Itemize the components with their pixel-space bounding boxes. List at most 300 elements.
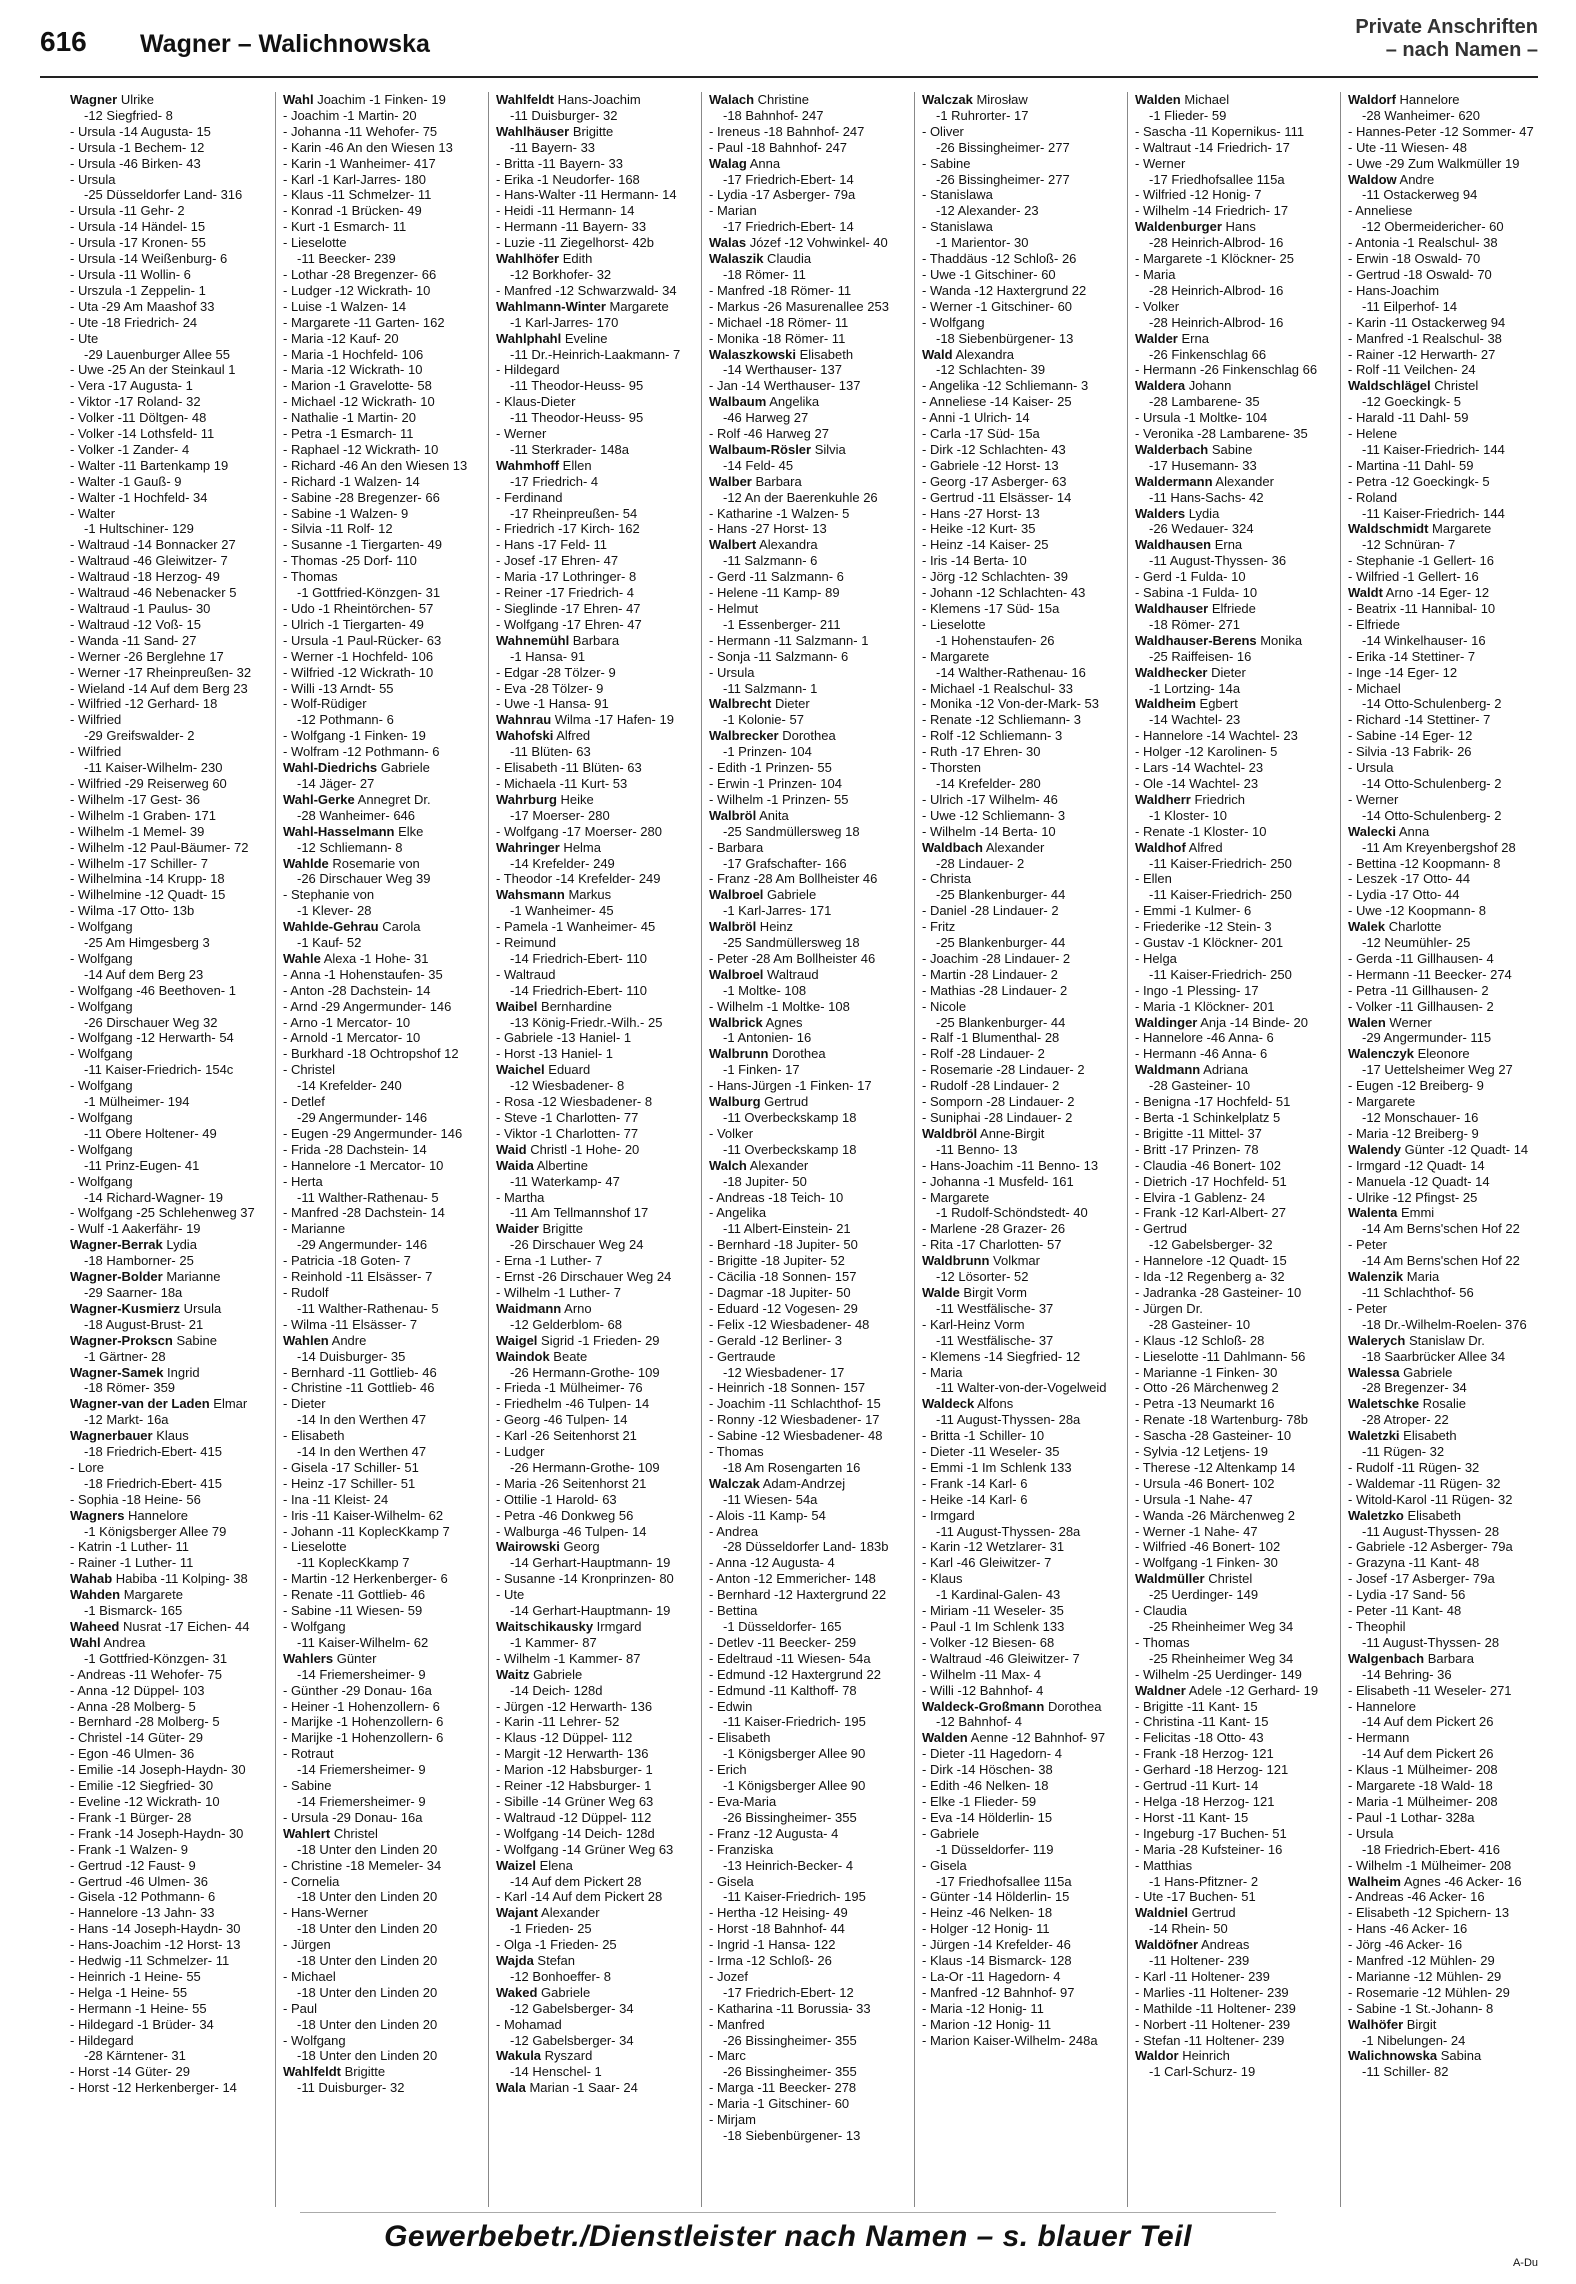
list-item: Wahden Margarete xyxy=(70,1587,183,1603)
list-item: - Klaus xyxy=(922,1571,963,1587)
list-item: -26 Bissingheimer- 277 xyxy=(936,139,1070,155)
list-item: - Holger -12 Honig- 11 xyxy=(922,1921,1050,1937)
list-item: - Grazyna -11 Kant- 48 xyxy=(1348,1555,1480,1571)
list-item: - Wolfgang -17 Ehren- 47 xyxy=(496,616,642,632)
list-item: -28 Lindauer- 2 xyxy=(936,855,1025,871)
list-item: - Horst -11 Kant- 15 xyxy=(1135,1809,1249,1825)
list-item: - Wolfgang xyxy=(922,314,985,330)
list-item: -18 Bahnhof- 247 xyxy=(723,107,824,123)
list-item: - Witold-Karol -11 Rügen- 32 xyxy=(1348,1491,1513,1507)
list-item: - Wilhelm -17 Schiller- 7 xyxy=(70,855,208,871)
list-item: - Lieselotte xyxy=(283,1539,347,1555)
list-item: Wahlen Andre xyxy=(283,1332,367,1348)
list-item: - Wilhelm -1 Memel- 39 xyxy=(70,823,205,839)
list-item: - Maria xyxy=(922,1364,963,1380)
list-item: - Wanda -11 Sand- 27 xyxy=(70,632,197,648)
list-item: - Leszek -17 Otto- 44 xyxy=(1348,871,1471,887)
list-item: Wagner-Prokscn Sabine xyxy=(70,1332,217,1348)
list-item: - Ernst -26 Dirschauer Weg 24 xyxy=(496,1269,672,1285)
list-item: -12 Wiesbadener- 8 xyxy=(510,1078,625,1094)
list-item: Wala Marian -1 Saar- 24 xyxy=(496,2080,638,2096)
list-item: - Ireneus -18 Bahnhof- 247 xyxy=(709,123,865,139)
list-item: - Heike -12 Kurt- 35 xyxy=(922,521,1036,537)
list-item: - Uwe -1 Gitschiner- 60 xyxy=(922,266,1056,282)
list-item: Wahnemühl Barbara xyxy=(496,632,620,648)
list-item: - Wilhelm -17 Gest- 36 xyxy=(70,791,201,807)
list-item: - Reiner -12 Habsburger- 1 xyxy=(496,1778,652,1794)
list-item: - Ursula -14 Händel- 15 xyxy=(70,219,206,235)
list-item: - Manfred xyxy=(709,2016,765,2032)
list-item: - Ursula -46 Birken- 43 xyxy=(70,155,201,171)
list-item: - Brigitte -11 Kant- 15 xyxy=(1135,1698,1258,1714)
list-item: -28 Wanheimer- 646 xyxy=(297,807,416,823)
list-item: - Christine -18 Memeler- 34 xyxy=(283,1857,442,1873)
directory-column-5 xyxy=(922,92,1120,2207)
list-item: -14 Wachtel- 23 xyxy=(1149,712,1241,728)
list-item: - Silvia -13 Fabrik- 26 xyxy=(1348,744,1472,760)
list-item: - Edith -46 Nelken- 18 xyxy=(922,1778,1049,1794)
list-item: - Emmi -1 Kulmer- 6 xyxy=(1135,903,1252,919)
list-item: - Dagmar -18 Jupiter- 50 xyxy=(709,1284,851,1300)
list-item: Wairowski Georg xyxy=(496,1539,600,1555)
list-item: - Inge -14 Eger- 12 xyxy=(1348,664,1458,680)
list-item: -11 Schiller- 82 xyxy=(1362,2064,1449,2080)
list-item: - Dirk -14 Höschen- 38 xyxy=(922,1762,1053,1778)
list-item: Walbroel Waltraud xyxy=(709,966,819,982)
list-item: -18 Unter den Linden 20 xyxy=(297,1841,438,1857)
list-item: - Gerhard -18 Herzog- 121 xyxy=(1135,1762,1289,1778)
list-item: - Mathias -28 Lindauer- 2 xyxy=(922,982,1068,998)
list-item: -26 Hermann-Grothe- 109 xyxy=(510,1364,660,1380)
list-item: - Helene xyxy=(1348,426,1398,442)
list-item: Waldbröl Anne-Birgit xyxy=(922,1125,1045,1141)
list-item: - Stanislawa xyxy=(922,219,993,235)
directory-column-7 xyxy=(1348,92,1540,2207)
list-item: - Hermann -26 Finkenschlag 66 xyxy=(1135,362,1318,378)
list-item: -1 Klever- 28 xyxy=(297,903,372,919)
list-item: - Emilie -12 Siegfried- 30 xyxy=(70,1778,214,1794)
list-item: - Johanna -1 Musfeld- 161 xyxy=(922,1173,1074,1189)
directory-column-3 xyxy=(496,92,694,2207)
list-item: - Helga -1 Heine- 55 xyxy=(70,1984,188,2000)
list-item: - Petra -13 Neumarkt 16 xyxy=(1135,1396,1275,1412)
list-item: - Waltraud -46 Gleiwitzer- 7 xyxy=(70,553,228,569)
list-item: - Manfred -28 Dachstein- 14 xyxy=(283,1205,445,1221)
list-item: - Renate -11 Gottlieb- 46 xyxy=(283,1587,426,1603)
list-item: - Wilfried -1 Gellert- 16 xyxy=(1348,569,1479,585)
list-item: - Waltraud -18 Herzog- 49 xyxy=(70,569,220,585)
list-item: Wahlfeldt Hans-Joachim xyxy=(496,92,641,107)
list-item: - Maria -12 Wickrath- 10 xyxy=(283,362,423,378)
list-item: - Anton -28 Dachstein- 14 xyxy=(283,982,431,998)
list-item: - Wolfgang -17 Moerser- 280 xyxy=(496,823,662,839)
list-item: - Kurt -1 Esmarch- 11 xyxy=(283,219,407,235)
list-item: - Ursula -1 Nahe- 47 xyxy=(1135,1491,1253,1507)
list-item: - Volker -1 Zander- 4 xyxy=(70,441,190,457)
list-item: - Ursula -29 Donau- 16a xyxy=(283,1809,423,1825)
list-item: - Detlev -11 Beecker- 259 xyxy=(709,1634,857,1650)
list-item: -14 Am Berns'schen Hof 22 xyxy=(1362,1253,1520,1269)
list-item: - Wolf-Rüdiger xyxy=(283,696,367,712)
list-item: Wajda Stefan xyxy=(496,1953,576,1969)
list-item: Walbert Alexandra xyxy=(709,537,818,553)
list-item: - Anneliese xyxy=(1348,203,1413,219)
list-item: - Frank -14 Karl- 6 xyxy=(922,1475,1028,1491)
list-item: - Wolfgang -12 Herwarth- 54 xyxy=(70,1030,234,1046)
list-item: -11 Westfälische- 37 xyxy=(936,1300,1054,1316)
list-item: - Frank -14 Joseph-Haydn- 30 xyxy=(70,1825,244,1841)
list-item: - Renate -12 Schliemann- 3 xyxy=(922,712,1081,728)
list-item: - Arnd -29 Angermunder- 146 xyxy=(283,998,452,1014)
list-item: - Wilfried -29 Reiserweg 60 xyxy=(70,775,227,791)
list-item: - Uwe -1 Hansa- 91 xyxy=(496,696,609,712)
list-item: - Erwin -1 Prinzen- 104 xyxy=(709,775,842,791)
list-item: -14 Krefelder- 280 xyxy=(936,775,1041,791)
list-item: - Emilie -14 Joseph-Haydn- 30 xyxy=(70,1762,246,1778)
list-item: - Gertraude xyxy=(709,1348,776,1364)
list-item: - Klaus-Dieter xyxy=(496,394,576,410)
list-item: - Gertrud xyxy=(1135,1221,1188,1237)
list-item: -12 Pothmann- 6 xyxy=(297,712,394,728)
section-label-line2: – nach Namen – xyxy=(1385,39,1538,61)
list-item: -11 Walther-Rathenau- 5 xyxy=(297,1189,439,1205)
list-item: - Wilma -17 Otto- 13b xyxy=(70,903,195,919)
list-item: Waider Brigitte xyxy=(496,1221,583,1237)
list-item: -18 Friedrich-Ebert- 416 xyxy=(1362,1841,1500,1857)
list-item: - Elvira -1 Gablenz- 24 xyxy=(1135,1189,1266,1205)
list-item: - Jörg -12 Schlachten- 39 xyxy=(922,569,1068,585)
list-item: -14 Behring- 36 xyxy=(1362,1666,1452,1682)
list-item: Walichnowska Sabina xyxy=(1348,2048,1482,2064)
list-item: - Klaus -11 Schmelzer- 11 xyxy=(283,187,432,203)
list-item: - Volker -11 Gillhausen- 2 xyxy=(1348,998,1494,1014)
list-item: - Karl -14 Auf dem Pickert 28 xyxy=(496,1889,663,1905)
list-item: -17 Friedrich- 4 xyxy=(510,473,599,489)
list-item: - Olga -1 Frieden- 25 xyxy=(496,1937,617,1953)
list-item: - Maria -26 Seitenhorst 21 xyxy=(496,1475,647,1491)
list-item: - Stefan -11 Holtener- 239 xyxy=(1135,2032,1285,2048)
list-item: - Bernhard -28 Molberg- 5 xyxy=(70,1714,220,1730)
list-item: - Franz -12 Augusta- 4 xyxy=(709,1825,839,1841)
list-item: - Hannelore -13 Jahn- 33 xyxy=(70,1905,215,1921)
list-item: - Manfred -12 Schwarzwald- 34 xyxy=(496,282,677,298)
directory-listing xyxy=(70,92,1540,2207)
list-item: Wahnrau Wilma -17 Hafen- 19 xyxy=(496,712,674,728)
list-item: - Thaddäus -12 Schloß- 26 xyxy=(922,251,1077,267)
list-item: -18 Unter den Linden 20 xyxy=(297,1921,438,1937)
list-item: - Elisabeth -11 Blüten- 63 xyxy=(496,760,642,776)
list-item: - Wulf -1 Aakerfähr- 19 xyxy=(70,1221,201,1237)
list-item: - Wolfgang xyxy=(70,950,133,966)
list-item: -18 Jupiter- 50 xyxy=(723,1173,807,1189)
list-item: - Ursula xyxy=(1348,1825,1394,1841)
list-item: - Arnold -1 Mercator- 10 xyxy=(283,1030,421,1046)
list-item: - Mathilde -11 Holtener- 239 xyxy=(1135,2000,1296,2016)
list-item: - Rita -17 Charlotten- 57 xyxy=(922,1237,1062,1253)
list-item: - Wieland -14 Auf dem Berg 23 xyxy=(70,680,248,696)
list-item: - Ida -12 Regenberg a- 32 xyxy=(1135,1269,1285,1285)
list-item: -18 August-Brust- 21 xyxy=(84,1316,204,1332)
list-item: -12 Schliemann- 8 xyxy=(297,839,403,855)
list-item: -1 Hansa- 91 xyxy=(510,648,586,664)
list-item: - Marianne xyxy=(283,1221,346,1237)
list-item: - Karin -12 Wetzlarer- 31 xyxy=(922,1539,1065,1555)
list-item: -1 Marientor- 30 xyxy=(936,235,1029,251)
list-item: - Susanne -14 Kronprinzen- 80 xyxy=(496,1571,674,1587)
list-item: - Peter xyxy=(1348,1237,1388,1253)
list-item: - Anna -1 Hohenstaufen- 35 xyxy=(283,966,443,982)
list-item: - Patricia -18 Goten- 7 xyxy=(283,1253,411,1269)
list-item: -11 Hans-Sachs- 42 xyxy=(1149,489,1264,505)
list-item: - Katharine -1 Walzen- 5 xyxy=(709,505,850,521)
list-item: Walaszkowski Elisabeth xyxy=(709,346,854,362)
list-item: - Waltraud -46 Nebenacker 5 xyxy=(70,585,237,601)
list-item: -14 Auf dem Pickert 26 xyxy=(1362,1746,1494,1762)
list-item: - Ursula -1 Paul-Rücker- 63 xyxy=(283,632,442,648)
list-item: - Edmund -12 Haxtergrund 22 xyxy=(709,1666,881,1682)
list-item: -1 Wanheimer- 45 xyxy=(510,903,614,919)
list-item: - Gabriele xyxy=(922,1825,980,1841)
list-item: - Ursula -11 Gehr- 2 xyxy=(70,203,185,219)
list-item: - Erika -14 Stettiner- 7 xyxy=(1348,648,1476,664)
list-item: - Wilhelm -12 Paul-Bäumer- 72 xyxy=(70,839,249,855)
list-item: - Andrea xyxy=(709,1523,759,1539)
list-item: Waldor Heinrich xyxy=(1135,2048,1230,2064)
list-item: Wagner-van der Laden Elmar xyxy=(70,1396,248,1412)
list-item: Waldöfner Andreas xyxy=(1135,1937,1250,1953)
list-item: - Gustav -1 Klöckner- 201 xyxy=(1135,935,1284,951)
list-item: - Luzie -11 Ziegelhorst- 42b xyxy=(496,235,655,251)
list-item: Wald Alexandra xyxy=(922,346,1015,362)
list-item: - Wilhelm -1 Moltke- 108 xyxy=(709,998,850,1014)
list-item: - Wilfried -12 Gerhard- 18 xyxy=(70,696,218,712)
list-item: Walber Barbara xyxy=(709,473,802,489)
list-item: - Edeltraud -11 Wiesen- 54a xyxy=(709,1650,871,1666)
list-item: Waldmann Adriana xyxy=(1135,1062,1248,1078)
list-item: Walbaum-Rösler Silvia xyxy=(709,441,846,457)
list-item: -11 Am Kreyenbergshof 28 xyxy=(1362,839,1516,855)
list-item: -11 Obere Holtener- 49 xyxy=(84,1125,217,1141)
list-item: -25 Sandmüllersweg 18 xyxy=(723,935,860,951)
list-item: - Norbert -11 Holtener- 239 xyxy=(1135,2016,1291,2032)
list-item: - Günter -14 Hölderlin- 15 xyxy=(922,1889,1070,1905)
list-item: - Roland xyxy=(1348,489,1398,505)
list-item: - Somporn -28 Lindauer- 2 xyxy=(922,1094,1075,1110)
list-item: - Marc xyxy=(709,2048,746,2064)
list-item: - Wolfgang -1 Finken- 19 xyxy=(283,728,426,744)
list-item: - Therese -12 Altenkamp 14 xyxy=(1135,1459,1296,1475)
list-item: -28 Lambarene- 35 xyxy=(1149,394,1260,410)
list-item: -11 Am Tellmannshof 17 xyxy=(510,1205,649,1221)
list-item: - Lieselotte xyxy=(922,616,986,632)
list-item: - Detlef xyxy=(283,1094,325,1110)
list-item: - Elke -1 Flieder- 59 xyxy=(922,1793,1037,1809)
list-item: - Oliver xyxy=(922,123,964,139)
list-item: - Willi -12 Bahnhof- 4 xyxy=(922,1682,1044,1698)
list-item: Waletzko Elisabeth xyxy=(1348,1507,1461,1523)
list-item: - Ute -18 Friedrich- 24 xyxy=(70,314,198,330)
list-item: -14 Auf dem Pickert 28 xyxy=(510,1873,642,1889)
list-item: - Britta -11 Bayern- 33 xyxy=(496,155,623,171)
list-item: - Hans -46 Acker- 16 xyxy=(1348,1921,1468,1937)
list-item: -46 Harweg 27 xyxy=(723,410,809,426)
list-item: - Holger -12 Karolinen- 5 xyxy=(1135,744,1278,760)
list-item: - Elisabeth -11 Weseler- 271 xyxy=(1348,1682,1512,1698)
list-item: - Miriam -11 Weseler- 35 xyxy=(922,1603,1064,1619)
list-item: - Waldemar -11 Rügen- 32 xyxy=(1348,1475,1501,1491)
list-item: - Dieter -11 Weseler- 35 xyxy=(922,1444,1060,1460)
list-item: -18 Saarbrücker Allee 34 xyxy=(1362,1348,1506,1364)
list-item: - Ulrich -1 Tiergarten- 49 xyxy=(283,616,424,632)
list-item: - Hannelore xyxy=(1348,1698,1416,1714)
list-item: -26 Dirschauer Weg 32 xyxy=(84,1014,218,1030)
list-item: - Susanne -1 Tiergarten- 49 xyxy=(283,537,442,553)
column-divider xyxy=(275,92,276,2207)
list-item: - Werner -1 Hochfeld- 106 xyxy=(283,648,434,664)
list-item: - Ole -14 Wachtel- 23 xyxy=(1135,775,1259,791)
list-item: - Gertrud -11 Elsässer- 14 xyxy=(922,489,1072,505)
list-item: - Hermann -1 Heine- 55 xyxy=(70,2000,207,2016)
list-item: - Reimund xyxy=(496,935,556,951)
list-item: - Wilhelm -25 Uerdinger- 149 xyxy=(1135,1666,1302,1682)
list-item: - Viktor -1 Charlotten- 77 xyxy=(496,1125,639,1141)
list-item: -14 Duisburger- 35 xyxy=(297,1348,406,1364)
list-item: -11 Prinz-Eugen- 41 xyxy=(84,1157,200,1173)
list-item: - Maria -17 Lothringer- 8 xyxy=(496,569,637,585)
list-item: Waheed Nusrat -17 Eichen- 44 xyxy=(70,1619,250,1634)
list-item: - Anna -12 Düppel- 103 xyxy=(70,1682,205,1698)
list-item: - Johann -11 KoplecKkamp 7 xyxy=(283,1523,450,1539)
list-item: - Otto -26 Märchenweg 2 xyxy=(1135,1380,1279,1396)
list-item: - Hans -14 Joseph-Haydn- 30 xyxy=(70,1921,241,1937)
list-item: - Gertrud -12 Faust- 9 xyxy=(70,1857,196,1873)
list-item: - Antonia -1 Realschul- 38 xyxy=(1348,235,1498,251)
list-item: Waldhauser Elfriede xyxy=(1135,601,1256,616)
list-item: - Horst -18 Bahnhof- 44 xyxy=(709,1921,845,1937)
list-item: - Helmut xyxy=(709,601,759,616)
list-item: -17 Grafschafter- 166 xyxy=(723,855,847,871)
list-item: Waldhausen Erna xyxy=(1135,537,1243,553)
list-item: - Cäcilia -18 Sonnen- 157 xyxy=(709,1269,857,1285)
list-item: -28 Heinrich-Albrod- 16 xyxy=(1149,235,1284,251)
footer-rule xyxy=(300,2212,1276,2213)
list-item: - Konrad -1 Brücken- 49 xyxy=(283,203,422,219)
list-item: - Ute -11 Wiesen- 48 xyxy=(1348,139,1467,155)
list-item: - Urszula -1 Zeppelin- 1 xyxy=(70,282,206,298)
list-item: Wahlde-Gehrau Carola xyxy=(283,919,421,935)
list-item: - Anneliese -14 Kaiser- 25 xyxy=(922,394,1072,410)
list-item: -12 Alexander- 23 xyxy=(936,203,1039,219)
list-item: - Margarete -1 Klöckner- 25 xyxy=(1135,251,1294,267)
list-item: - Harald -11 Dahl- 59 xyxy=(1348,410,1469,426)
list-item: - Sabine xyxy=(922,155,971,171)
list-item: - Gerd -11 Salzmann- 6 xyxy=(709,569,844,585)
list-item: -12 Wiesbadener- 17 xyxy=(723,1364,845,1380)
list-item: -11 Blüten- 63 xyxy=(510,744,591,760)
list-item: -25 Blankenburger- 44 xyxy=(936,935,1066,951)
footer-note: Gewerbebetr./Dienstleister nach Namen – s. blauer Teil xyxy=(384,2220,1192,2253)
list-item: -12 Goeckingk- 5 xyxy=(1362,394,1461,410)
list-item: -25 Uerdinger- 149 xyxy=(1149,1587,1259,1603)
list-item: - Hans -17 Feld- 11 xyxy=(496,537,608,553)
list-item: - Hermann xyxy=(1348,1730,1410,1746)
list-item: - Werner xyxy=(496,426,547,442)
list-item: - Jürgen xyxy=(283,1937,331,1953)
list-item: -11 Albert-Einstein- 21 xyxy=(723,1221,851,1237)
list-item: -13 König-Friedr.-Wilh.- 25 xyxy=(510,1014,663,1030)
list-item: - Margit -12 Herwarth- 136 xyxy=(496,1746,649,1762)
list-item: -25 Rheinheimer Weg 34 xyxy=(1149,1650,1294,1666)
list-item: - Thomas xyxy=(1135,1634,1190,1650)
list-item: Wagner-Bolder Marianne xyxy=(70,1269,221,1285)
list-item: - Bernhard -11 Gottlieb- 46 xyxy=(283,1364,437,1380)
list-item: - Wolfgang xyxy=(283,2032,346,2048)
list-item: Walheim Agnes -46 Acker- 16 xyxy=(1348,1873,1522,1889)
list-item: -12 Monschauer- 16 xyxy=(1362,1110,1479,1125)
list-item: Waida Albertine xyxy=(496,1157,589,1173)
list-item: - Wilhelm -1 Graben- 171 xyxy=(70,807,216,823)
list-item: Walder Erna xyxy=(1135,330,1209,346)
list-item: - Karin -46 An den Wiesen 13 xyxy=(283,139,453,155)
list-item: - Petra -46 Donkweg 56 xyxy=(496,1507,634,1523)
list-item: - Reinhold -11 Elsässer- 7 xyxy=(283,1269,433,1285)
list-item: Waletzki Elisabeth xyxy=(1348,1428,1457,1444)
list-item: - Volker xyxy=(1135,298,1180,314)
list-item: -14 Krefelder- 240 xyxy=(297,1078,402,1094)
list-item: - Ursula -1 Moltke- 104 xyxy=(1135,410,1268,426)
list-item: Walerych Stanislaw Dr. xyxy=(1348,1332,1485,1348)
list-item: Walden Aenne -12 Bahnhof- 97 xyxy=(922,1730,1106,1746)
list-item: Walbröl Anita xyxy=(709,807,789,823)
list-item: -26 Hermann-Grothe- 109 xyxy=(510,1459,660,1475)
list-item: -1 Düsseldorfer- 119 xyxy=(936,1841,1054,1857)
list-item: - Ottilie -1 Harold- 63 xyxy=(496,1491,617,1507)
list-item: -17 Friedrich-Ebert- 12 xyxy=(723,1984,854,2000)
list-item: -11 Bayern- 33 xyxy=(510,139,596,155)
list-item: -11 Kaiser-Friedrich- 154c xyxy=(84,1062,234,1078)
list-item: - Christina -11 Kant- 15 xyxy=(1135,1714,1269,1730)
list-item: Wahlhöfer Edith xyxy=(496,251,593,267)
list-item: - Franziska xyxy=(709,1841,774,1857)
list-item: - Wilhelm -1 Luther- 7 xyxy=(496,1284,621,1300)
list-item: - Barbara xyxy=(709,839,764,855)
list-item: -14 Winkelhauser- 16 xyxy=(1362,632,1486,648)
list-item: Walde Birgit Vorm xyxy=(922,1284,1027,1300)
list-item: - Andreas -11 Wehofer- 75 xyxy=(70,1666,222,1682)
list-item: Waletschke Rosalie xyxy=(1348,1396,1467,1412)
list-item: - Michael -18 Römer- 11 xyxy=(709,314,849,330)
list-item: - Sabine -1 Walzen- 9 xyxy=(283,505,409,521)
list-item: Walders Lydia xyxy=(1135,505,1220,521)
list-item: - Petra -11 Gillhausen- 2 xyxy=(1348,982,1489,998)
list-item: - Bettina -12 Koopmann- 8 xyxy=(1348,855,1501,871)
list-item: - Wilfried -12 Wickrath- 10 xyxy=(283,664,434,680)
list-item: Walag Anna xyxy=(709,155,781,171)
column-divider xyxy=(1340,92,1341,2207)
list-item: - Jörg -46 Acker- 16 xyxy=(1348,1937,1463,1953)
list-item: - Friedhelm -46 Tulpen- 14 xyxy=(496,1396,650,1412)
list-item: - Heinrich -18 Sonnen- 157 xyxy=(709,1380,866,1396)
list-item: - Wilfried xyxy=(70,712,122,728)
list-item: - Richard -46 An den Wiesen 13 xyxy=(283,457,468,473)
list-item: -11 August-Thyssen- 28 xyxy=(1362,1523,1500,1539)
list-item: - Egon -46 Ulmen- 36 xyxy=(70,1746,195,1762)
list-item: -12 Schnüran- 7 xyxy=(1362,537,1456,553)
list-item: - Heinz -14 Kaiser- 25 xyxy=(922,537,1049,553)
list-item: - Manuela -12 Quadt- 14 xyxy=(1348,1173,1490,1189)
list-item: - Sabine -28 Bregenzer- 66 xyxy=(283,489,440,505)
list-item: Walhöfer Birgit xyxy=(1348,2016,1437,2032)
